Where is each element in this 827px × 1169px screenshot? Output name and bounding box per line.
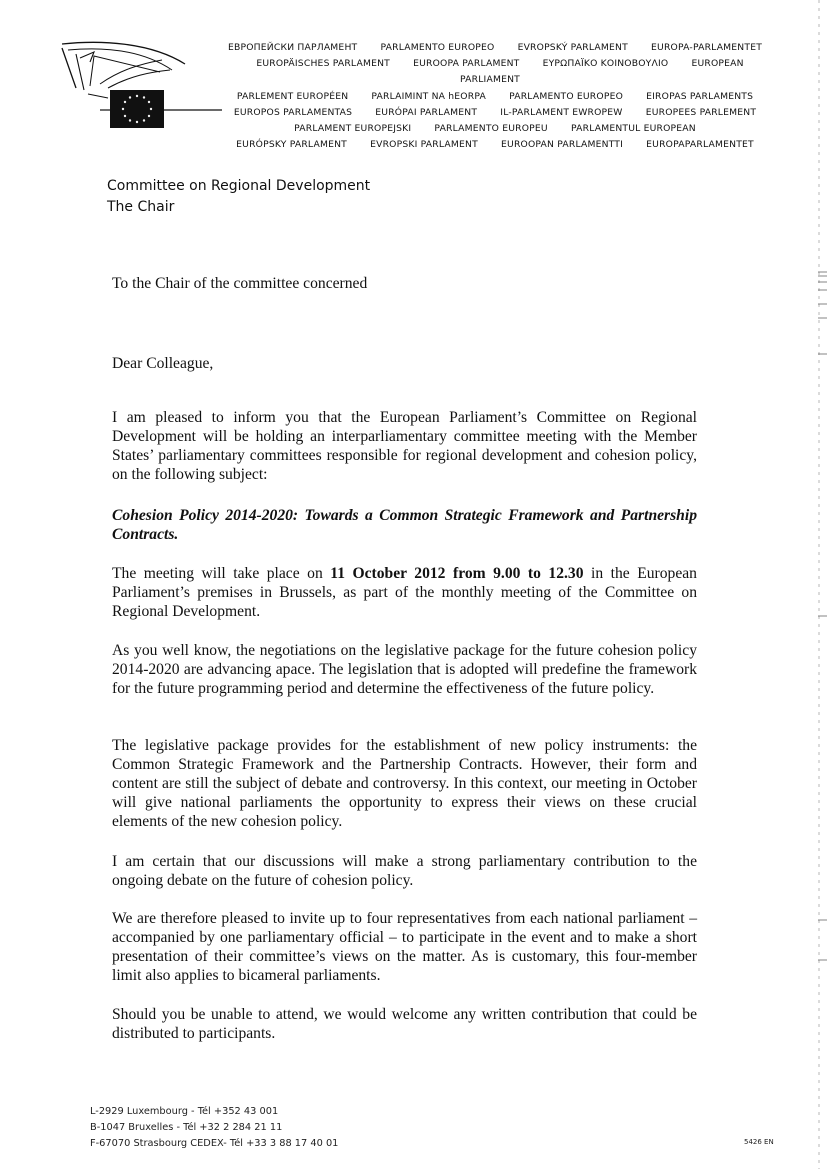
parliament-name: ЕВРОПЕЙСКИ ПАРЛАМЕНТ <box>227 42 358 53</box>
paragraph-legislative-package: The legislative package provides for the establishment of new policy instruments: the Common Strategic Framework and the Partnership Contracts. However, their form and content are still the subject of debate and controversy. In this context, our meeting in October will give national parliaments the opportunity to express their views on these crucial elements of the new cohesion policy. <box>112 737 697 830</box>
european-parliament-logo <box>60 40 230 130</box>
paragraph-negotiations: As you well know, the negotiations on the legislative package for the future cohesion policy 2014-2020 are advancing apace. The legislation that is adopted will predefine the framework for the future programming period and determine the effectiveness of the future policy. <box>112 642 697 697</box>
meeting-details-text: The meeting will take place on <box>112 565 331 582</box>
parliament-name: EUROOPA PARLAMENT <box>413 58 520 70</box>
parliament-names-line <box>215 105 775 121</box>
parliament-names-line <box>215 40 775 56</box>
parliament-name: PARLAMENTO EUROPEU <box>434 123 548 135</box>
parliament-name: PARLEMENT EUROPÉEN <box>236 90 349 102</box>
parliament-name: PARLAMENTUL EUROPEAN <box>570 123 696 135</box>
parliament-names-line <box>215 89 775 105</box>
salutation: Dear Colleague, <box>112 355 214 372</box>
parliament-name: EUROPEAN PARLIAMENT <box>460 58 744 86</box>
sender-role: The Chair <box>107 199 175 215</box>
paragraph-discussions: I am certain that our discussions will make a strong parliamentary contribution to the ongoing debate on the future of cohesion policy. <box>112 853 697 889</box>
parliament-name: EURÓPSKY PARLAMENT <box>236 139 347 151</box>
recipient-line: To the Chair of the committee concerned <box>112 275 368 292</box>
scan-edge-marks <box>818 0 827 1169</box>
parliament-name: EUROPA-PARLAMENTET <box>651 42 763 53</box>
parliament-names-line <box>215 137 775 153</box>
parliament-name: PARLAIMINT NA hEORPA <box>371 90 486 102</box>
parliament-names-line <box>215 121 775 137</box>
parliament-name: EURÓPAI PARLAMENT <box>375 106 478 118</box>
sender-block <box>107 176 370 218</box>
document-reference-code: 5426 EN <box>744 1138 774 1146</box>
parliament-name: EUROPEES PARLEMENT <box>645 106 757 118</box>
parliament-name: EVROPSKÝ PARLAMENT <box>517 42 628 53</box>
parliament-name: EIROPAS PARLAMENTS <box>646 90 754 102</box>
paragraph-meeting-details <box>112 564 697 621</box>
parliament-name: IL-PARLAMENT EWROPEW <box>500 106 623 118</box>
meeting-subject: Cohesion Policy 2014-2020: Towards a Common Strategic Framework and Partnership Contracts. <box>112 507 697 543</box>
parliament-name: EVROPSKI PARLAMENT <box>370 139 478 151</box>
address-brussels: B-1047 Bruxelles - Tél +32 2 284 21 11 <box>90 1122 283 1133</box>
parliament-name: ΕΥΡΩΠΑΪΚΟ ΚΟΙΝΟΒΟΥΛΙΟ <box>542 58 669 70</box>
paragraph-intro: I am pleased to inform you that the European Parliament’s Committee on Regional Development will be holding an interparliamentary committee meeting with the Member States’ parliamentary committees responsible for regional development and cohesion policy, on the following subject: <box>112 409 697 483</box>
address-strasbourg: F-67070 Strasbourg CEDEX- Tél +33 3 88 17 40 01 <box>90 1138 339 1149</box>
meeting-details-text: in the European Parliament’s premises in Brussels, as part of the monthly meeting of the Committee on Regional Development. <box>112 565 697 620</box>
sender-committee: Committee on Regional Development <box>107 178 371 194</box>
parliament-names-block <box>215 40 775 153</box>
parliament-name: EUROPAPARLAMENTET <box>646 139 754 151</box>
paragraph-written-contribution: Should you be unable to attend, we would welcome any written contribution that could be distributed to participants. <box>112 1006 697 1042</box>
paragraph-invitation: We are therefore pleased to invite up to four representatives from each national parliament – accompanied by one parliamentary official – to participate in the event and to make a short presentation of their committee’s views on the matter. As is customary, this four-member limit also applies to bicameral parliaments. <box>112 910 697 984</box>
parliament-name: EUROPÄISCHES PARLAMENT <box>256 58 390 70</box>
meeting-date-time: 11 October 2012 from 9.00 to 12.30 <box>330 565 584 582</box>
parliament-name: PARLAMENT EUROPEJSKI <box>294 123 412 135</box>
parliament-name: EUROPOS PARLAMENTAS <box>233 106 353 118</box>
parliament-name: PARLAMENTO EUROPEO <box>509 90 624 102</box>
parliament-names-line <box>215 56 775 88</box>
address-luxembourg: L-2929 Luxembourg - Tél +352 43 001 <box>90 1106 279 1117</box>
parliament-name: PARLAMENTO EUROPEO <box>380 42 495 53</box>
parliament-name: EUROOPAN PARLAMENTTI <box>501 139 624 151</box>
footer-addresses <box>90 1104 338 1152</box>
